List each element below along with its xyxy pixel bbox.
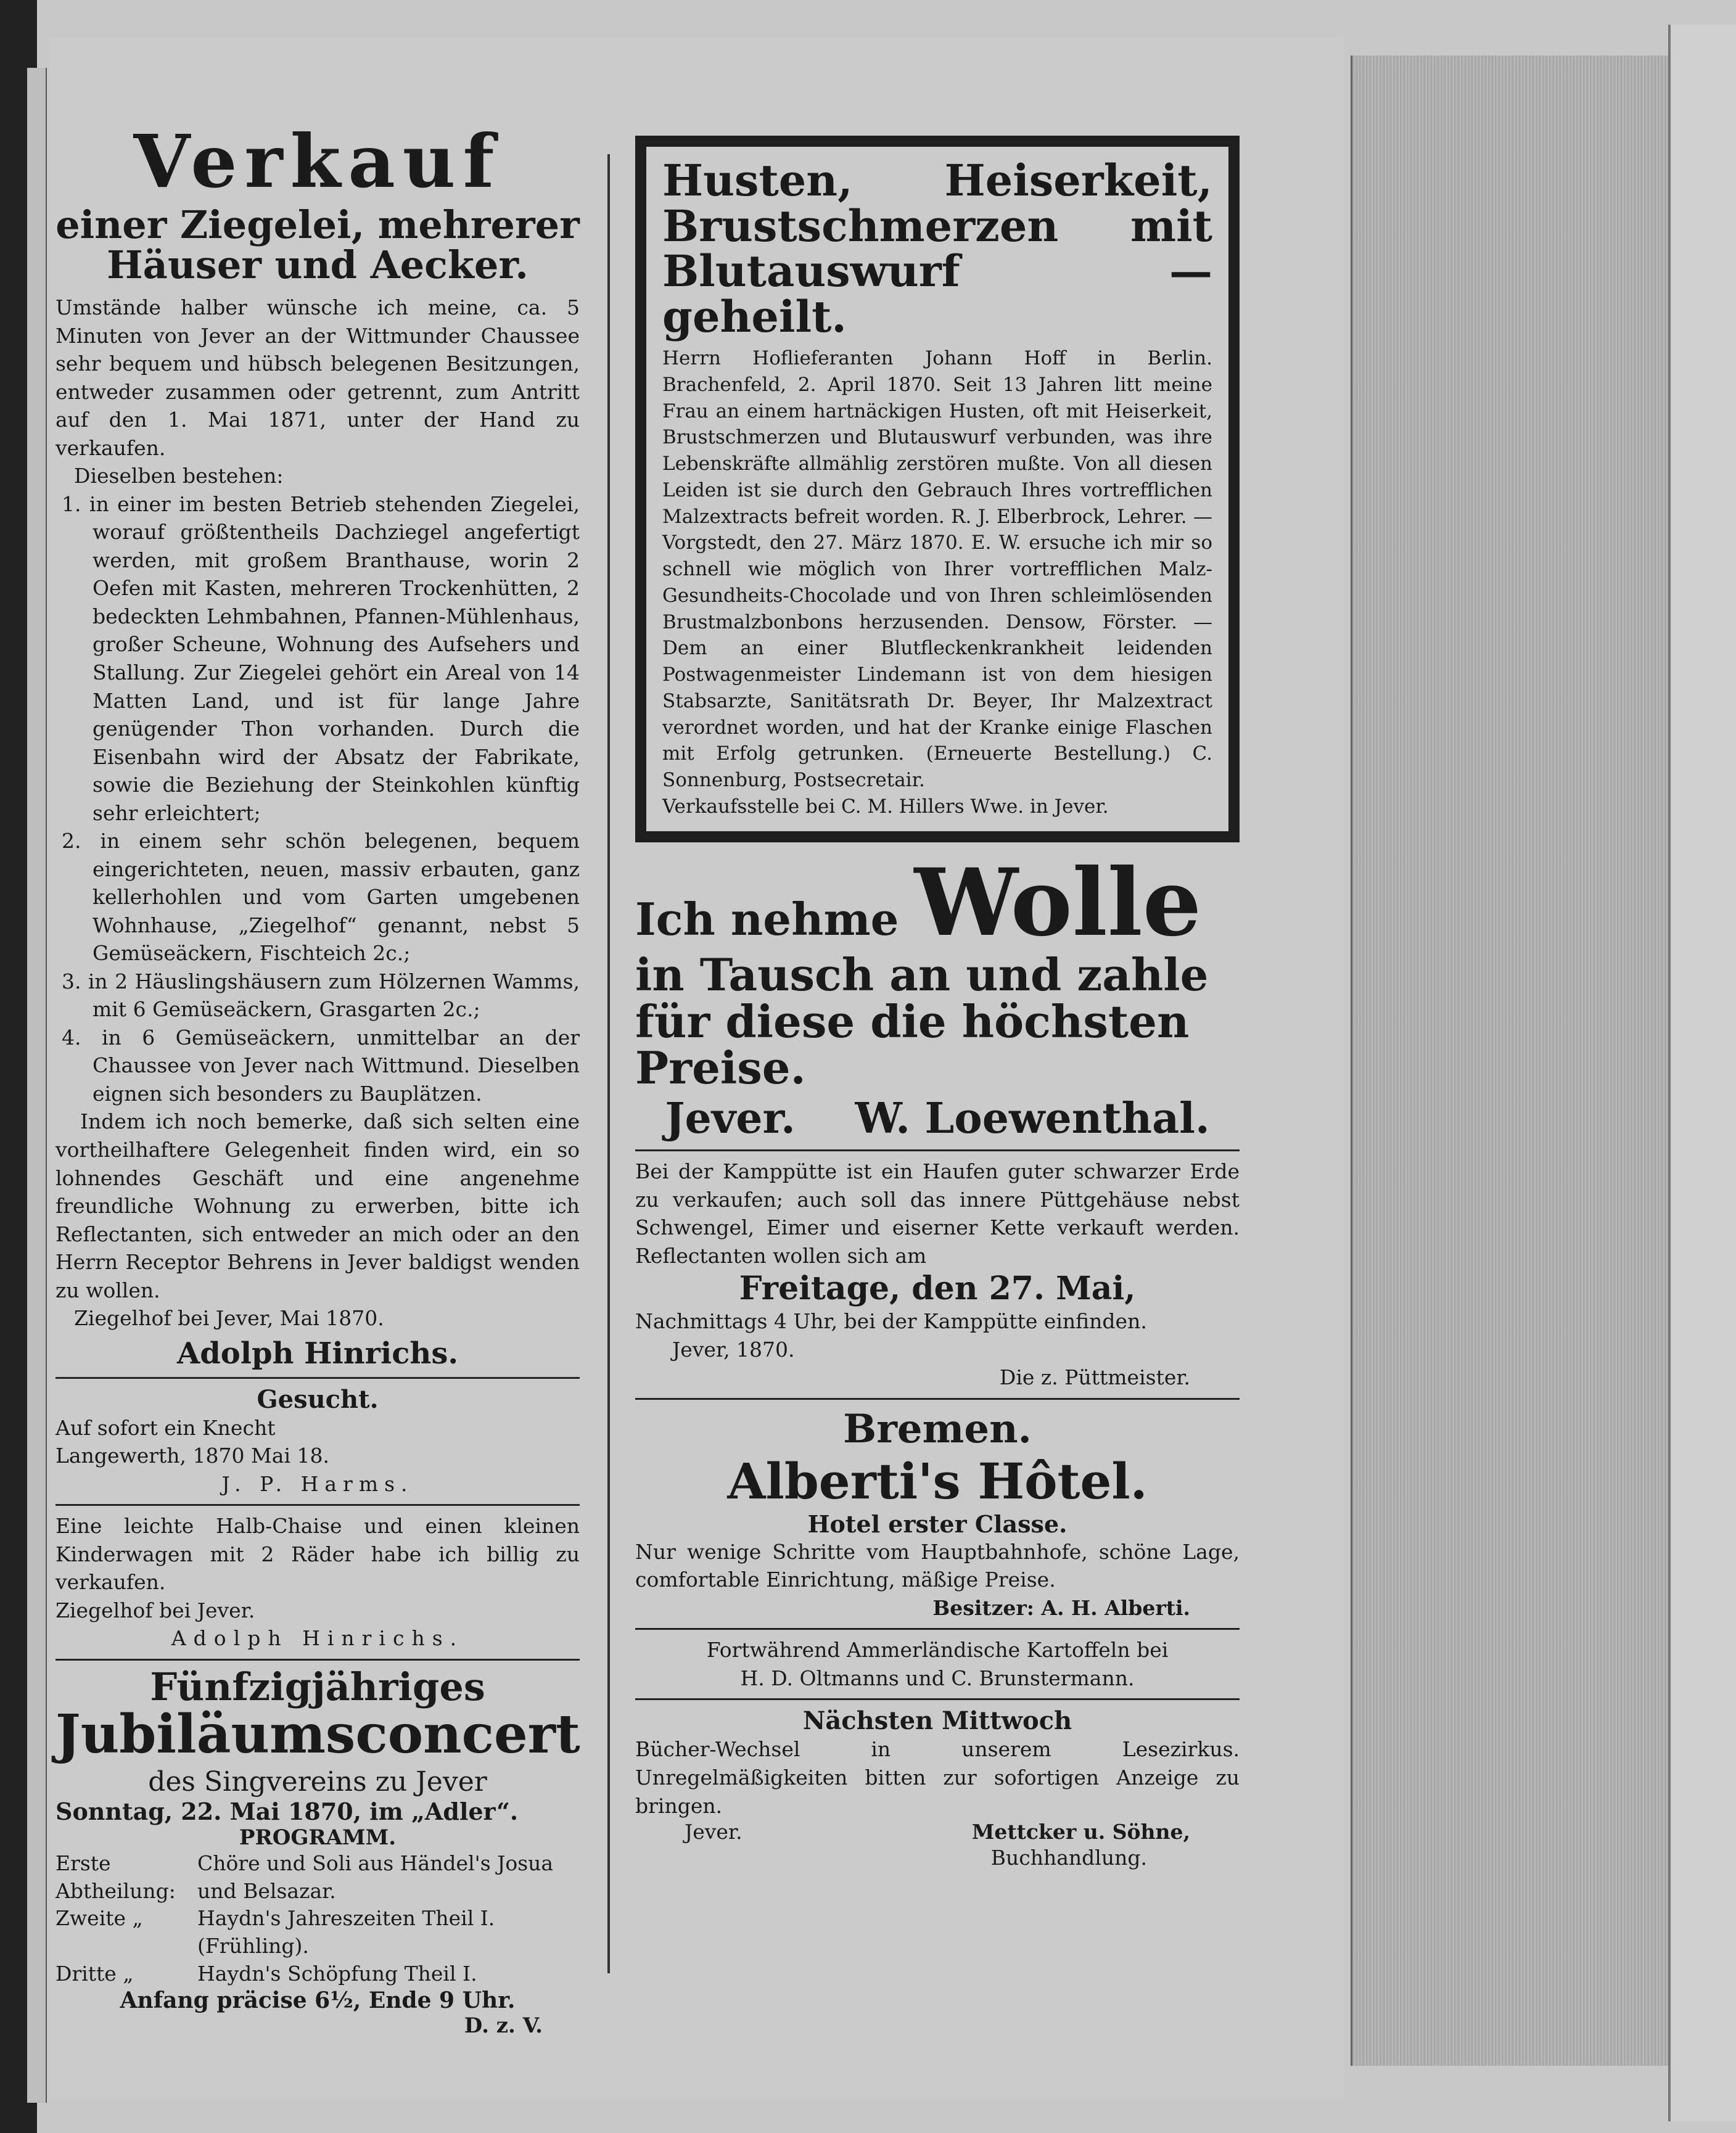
list-item: 4. in 6 Gemüseäckern, unmittelbar an der Chaussee von Jever nach Wittmund. Dieselben eignen sich besonders zu Bauplätzen. [62,1025,580,1106]
kamp-place: Jever, 1870. [672,1337,795,1362]
wolle-footer [635,1094,1240,1143]
jubilaeum-date: Sonntag, 22. Mai 1870, im „Adler“. [56,1798,519,1826]
jubilaeum-subtitle: des Singvereins zu Jever [148,1766,487,1798]
wolle-signature: W. Loewenthal. [855,1094,1210,1144]
verkauf-place: Ziegelhof bei Jever, Mai 1870. [74,1306,384,1331]
husten-title: Husten, Heiserkeit, Brustschmerzen mit Blutauswurf — geheilt. [662,155,1212,342]
left-column [56,118,580,2039]
chaise-place: Ziegelhof bei Jever. [56,1598,255,1622]
wolle-ad [635,848,1240,1095]
jubilaeum-title-1: Fünfzigjähriges [150,1664,485,1709]
alberti-text: Nur wenige Schritte vom Hauptbahnhofe, schöne Lage, comfortable Einrichtung, mäßige Preise. [635,1539,1240,1592]
rule [56,1504,580,1506]
kartoffeln-names: H. D. Oltmanns und C. Brunstermann. [740,1666,1135,1690]
verkauf-title: Verkauf [133,118,502,204]
mittwoch-signature-2: Buchhandlung. [990,1846,1147,1870]
previous-page-edge [27,68,47,2103]
rule [56,1377,580,1379]
mittwoch-text: Bücher-Wechsel in unserem Lesezirkus. Unregelmäßigkeiten bitten zur sofortigen Anzeige zu bringen. [635,1737,1240,1818]
gesucht-place: Langewerth, 1870 Mai 18. [56,1444,330,1468]
gesucht-title: Gesucht. [257,1384,379,1414]
verkauf-signature: Adolph Hinrichs. [176,1336,459,1371]
mittwoch-title: Nächsten Mittwoch [802,1706,1072,1736]
verkauf-intro: Umstände halber wünsche ich meine, ca. 5 Minuten von Jever an der Wittmunder Chaussee sehr bequem und hübsch belegenen Besitzungen, entweder zusammen oder getrennt, zum Antritt auf den 1. Mai 1871, unter der Hand zu verkaufen. [56,295,580,460]
program-table [56,1850,580,1987]
alberti-class: Hotel erster Classe. [807,1510,1068,1538]
program-label: Zweite „ [56,1906,143,1931]
kamp-date: Freitage, den 27. Mai, [739,1270,1136,1308]
list-item: 2. in einem sehr schön belegenen, bequem eingerichteten, neuen, massiv erbauten, ganz kellerhohlen und vom Garten umgebenen Wohnhause, „Ziegelhof“ genannt, nebst 5 Gemüseäckern, Fischteich 2c.; [62,829,580,966]
jubilaeum-time: Anfang präcise 6½, Ende 9 Uhr. [120,1987,516,2014]
alberti-title: Alberti's Hôtel. [727,1452,1148,1510]
rule [635,1398,1240,1400]
wolle-word: Wolle [914,848,1202,957]
program-text: Haydn's Jahreszeiten Theil I. (Frühling). [197,1906,495,1958]
kamp-signature: Die z. Püttmeister. [999,1365,1190,1390]
husten-sale: Verkaufsstelle bei C. M. Hillers Wwe. in Jever. [662,795,1109,818]
verkauf-list [56,490,580,1108]
jubilaeum-program: PROGRAMM. [239,1825,397,1851]
program-label: Dritte „ [56,1961,134,1986]
program-label: Erste Abtheilung: [56,1851,176,1903]
alberti-owner: Besitzer: A. H. Alberti. [932,1595,1190,1620]
wolle-rest: in Tausch an und zahle für diese die höchsten Preise. [635,948,1209,1095]
page-stack-edge [1351,55,1670,2066]
bremen-title: Bremen. [843,1405,1032,1452]
list-item: 1. in einer im besten Betrieb stehenden Ziegelei, worauf größtentheils Dachziegel angefertigt werden, mit großem Branthause, worin 2 Oefen mit Kasten, mehreren Trockenhütten, 2 bedeckten Lehmbahnen, Pfannen-Mühlenhaus, großer Scheune, Wohnung des Aufsehers und Stallung. Zur Ziegelei gehört ein Areal von 14 Matten Land, und ist für lange Jahre genügender Thon vorhanden. Durch die Eisenbahn wird der Absatz der Fabrikate, sowie die Beziehung der Steinkohlen künftig sehr erleichtert; [62,491,580,825]
right-column [635,136,1240,1872]
jubilaeum-signature: D. z. V. [464,2013,543,2039]
kamp-text: Bei der Kamppütte ist ein Haufen guter schwarzer Erde zu verkaufen; auch soll das innere Püttgehäuse nebst Schwengel, Eimer und eiserner Kette verkauft werden. Reflectanten wollen sich am [635,1159,1240,1268]
gesucht-text: Auf sofort ein Knecht [56,1415,276,1440]
verkauf-lead: Dieselben bestehen: [74,464,284,488]
mittwoch-footer [635,1820,1240,1844]
program-text: Haydn's Schöpfung Theil I. [197,1961,477,1986]
wolle-prefix: Ich nehme [635,892,899,945]
wolle-place: Jever. [665,1094,796,1144]
column-divider [607,154,610,1973]
kartoffeln-text: Fortwährend Ammerländische Kartoffeln bei [706,1638,1169,1662]
gesucht-signature: J. P. Harms. [221,1471,414,1496]
rule [635,1628,1240,1630]
rule [635,1698,1240,1700]
book-cover-edge [1668,25,1736,2121]
mittwoch-place: Jever. [685,1820,743,1844]
verkauf-closing: Indem ich noch bemerke, daß sich selten eine vortheilhaftere Gelegenheit finden wird, ein so lohnendes Geschäft und eine angenehme freundliche Wohnung zu erwerben, bitte ich Reflectanten, sich entweder an mich oder an den Herrn Receptor Behrens in Jever baldigst wenden zu wollen. [56,1109,580,1302]
chaise-text: Eine leichte Halb-Chaise und einen kleinen Kinderwagen mit 2 Räder habe ich billig zu verkaufen. [56,1514,580,1595]
verkauf-subtitle: einer Ziegelei, mehrerer Häuser und Aecker. [56,202,580,287]
list-item: 3. in 2 Häuslingshäusern zum Hölzernen Wamms, mit 6 Gemüseäckern, Grasgarten 2c.; [62,969,580,1022]
program-text: Chöre und Soli aus Händel's Josua und Belsazar. [197,1851,554,1903]
husten-text: Herrn Hoflieferanten Johann Hoff in Berlin. Brachenfeld, 2. April 1870. Seit 13 Jahren litt meine Frau an einem hartnäckigen Husten, oft mit Heiserkeit, Brustschmerzen und Blutauswurf verbunden, was ihre Lebenskräfte allmählig zerstören mußte. Von all diesen Leiden ist sie durch den Gebrauch Ihres vortrefflichen Malzextracts befreit worden. R. J. Elberbrock, Lehrer. — Vorgstedt, den 27. März 1870. E. W. ersuche ich mir so schnell wie möglich von Ihrer vortrefflichen Malz-Gesundheits-Chocolade und von Ihren schleimlösenden Brustmalzbonbons herzusenden. Densow, Förster. — Dem an einer Blutfleckenkrankheit leidenden Postwagenmeister Lindemann ist von dem hiesigen Stabsarzte, Sanitätsrath Dr. Beyer, Ihr Malzextract verordnet worden, und hat der Kranke einige Flaschen mit Erfolg getrunken. (Erneuerte Bestellung.) C. Sonnenburg, Postsecretair. [662,347,1212,792]
rule [56,1659,580,1661]
mittwoch-signature: Mettcker u. Söhne, [971,1820,1190,1844]
chaise-signature: Adolph Hinrichs. [171,1626,464,1651]
kamp-time: Nachmittags 4 Uhr, bei der Kamppütte einfinden. [635,1309,1147,1334]
rule [635,1149,1240,1151]
husten-ad-box [635,136,1240,842]
jubilaeum-title-2: Jubiläumsconcert [56,1703,580,1766]
